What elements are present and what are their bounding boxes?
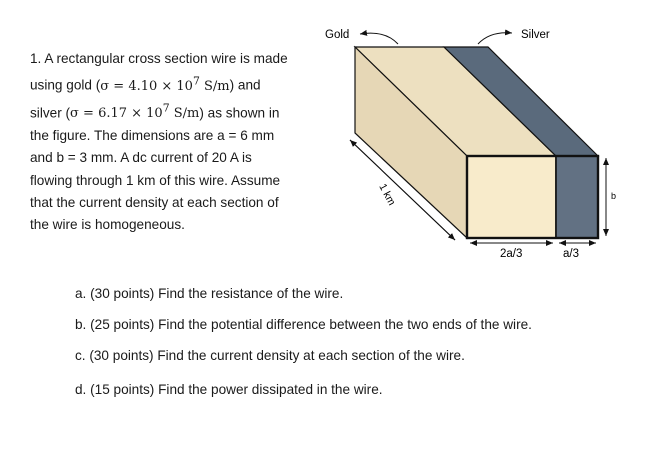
- silver-arrow: [478, 33, 512, 44]
- height-label: b: [611, 191, 617, 201]
- length-label: 1 km: [376, 181, 398, 208]
- question-c: c. (30 points) Find the current density at each section of the wire.: [75, 348, 465, 363]
- silver-front-face: [556, 156, 598, 238]
- problem-line: the wire is homogeneous.: [30, 217, 185, 233]
- width-gold-label: 2a/3: [500, 248, 523, 260]
- silver-label: Silver: [521, 29, 550, 41]
- text: ) and: [229, 77, 261, 93]
- problem-line: and b = 3 mm. A dc current of 20 A is: [30, 150, 252, 166]
- sigma-gold: $\sigma = 4.10 \times 10^7$ S/m: [100, 74, 230, 94]
- problem-line: flowing through 1 km of this wire. Assume: [30, 172, 281, 188]
- text: using gold (: [30, 77, 101, 93]
- text: silver (: [30, 105, 71, 121]
- gold-front-face: [467, 156, 556, 238]
- question-a: a. (30 points) Find the resistance of the wire.: [75, 286, 344, 301]
- problem-line: the figure. The dimensions are a = 6 mm: [30, 128, 275, 144]
- gold-arrow: [360, 33, 398, 44]
- gold-label: Gold: [325, 29, 350, 41]
- sigma-silver: $\sigma = 6.17 \times 10^7$ S/m: [70, 101, 200, 122]
- width-silver-label: a/3: [563, 248, 579, 260]
- problem-line: that the current density at each section of: [30, 194, 279, 210]
- problem-line: 1. A rectangular cross section wire is made: [30, 51, 288, 66]
- text: ) as shown in: [199, 105, 280, 121]
- question-b: b. (25 points) Find the potential difference between the two ends of the wire.: [75, 317, 532, 332]
- question-d: d. (15 points) Find the power dissipated in the wire.: [75, 382, 383, 397]
